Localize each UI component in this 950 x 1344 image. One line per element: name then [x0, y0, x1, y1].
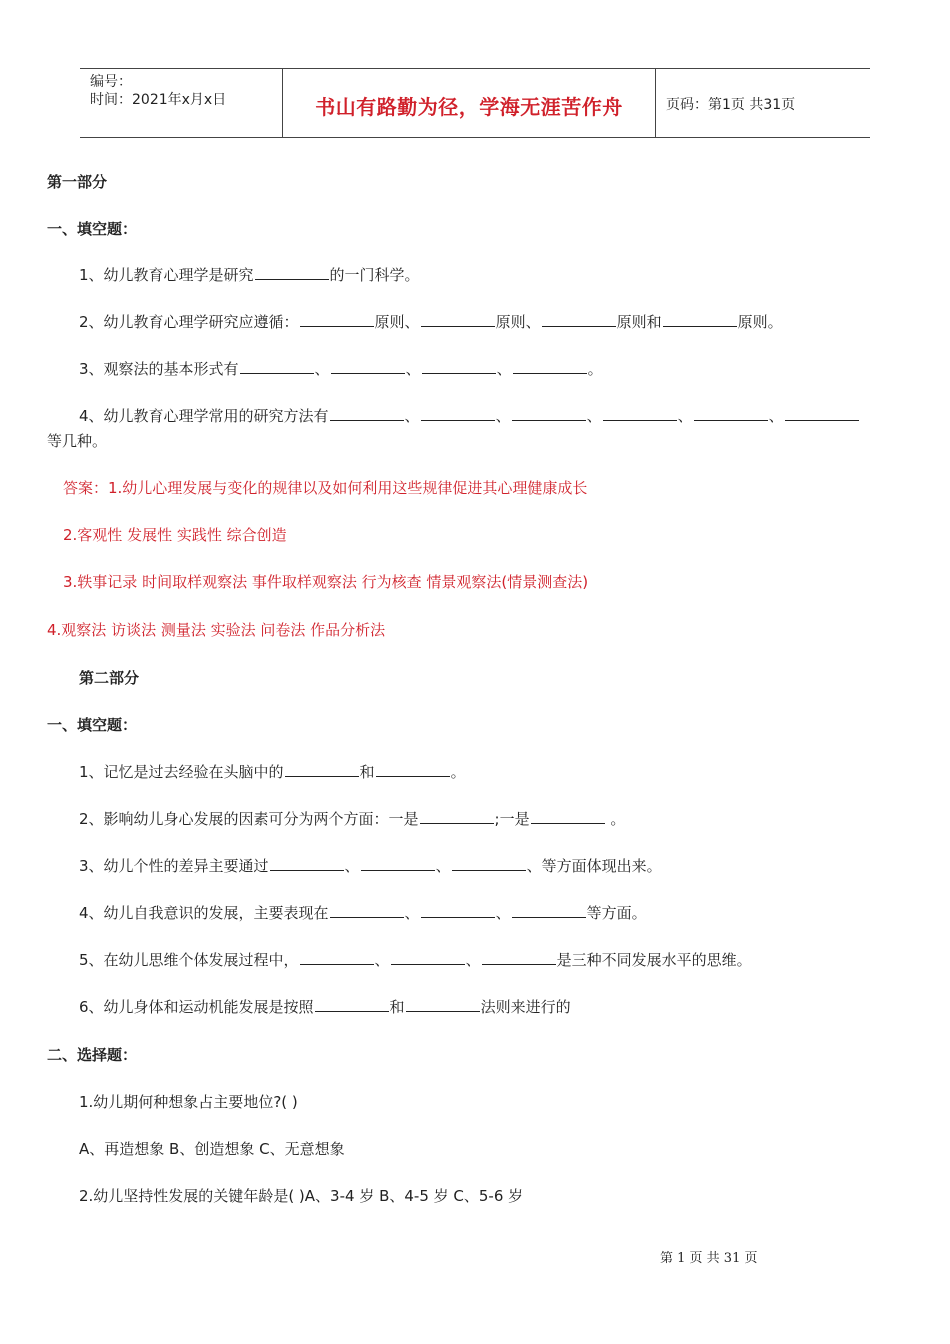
- answer-blank[interactable]: [603, 405, 677, 421]
- choice-question-1: 1.幼儿期何种想象占主要地位?( ): [79, 1093, 298, 1111]
- date-label: 时间：2021年x月x日: [90, 92, 227, 108]
- separator: 、: [405, 360, 421, 378]
- separator: 、: [314, 360, 330, 378]
- answer-blank[interactable]: [300, 949, 374, 965]
- answer-blank[interactable]: [300, 311, 374, 327]
- answer-blank[interactable]: [421, 902, 495, 918]
- separator: 、: [344, 857, 360, 875]
- question-text: 原则、: [374, 313, 420, 331]
- question-text: 6、幼儿身体和运动机能发展是按照: [79, 998, 314, 1016]
- separator: 、: [496, 360, 512, 378]
- page-footer: 第 1 页 共 31 页: [660, 1251, 758, 1266]
- part2-section2-title: 二、选择题：: [47, 1046, 138, 1064]
- answer-line-3: 3.轶事记录 时间取样观察法 事件取样观察法 行为核查 情景观察法(情景测查法): [63, 573, 589, 591]
- answer-line-2: 2.客观性 发展性 实践性 综合创造: [63, 526, 287, 544]
- separator: 、: [677, 407, 693, 425]
- answer-line-1: 答案：1.幼儿心理发展与变化的规律以及如何利用这些规律促进其心理健康成长: [63, 479, 588, 497]
- question-text: 和: [389, 998, 405, 1016]
- part1-section-title: 一、填空题：: [47, 220, 138, 238]
- header-meta-cell: [80, 69, 283, 137]
- question-text: 原则和: [616, 313, 662, 331]
- header-motto-cell: [283, 69, 656, 137]
- answer-blank[interactable]: [422, 358, 496, 374]
- answer-blank[interactable]: [240, 358, 314, 374]
- page-label: 页码：第1页 共31页: [666, 97, 796, 113]
- separator: 、: [495, 407, 511, 425]
- answer-blank[interactable]: [330, 902, 404, 918]
- answer-blank[interactable]: [420, 808, 494, 824]
- question-text: 的一门科学。: [329, 266, 420, 284]
- answer-blank[interactable]: [255, 264, 329, 280]
- part2-question-6: [79, 996, 571, 1018]
- part1-question-1: [79, 264, 420, 286]
- part2-question-4: [79, 902, 647, 924]
- separator: 、: [465, 951, 481, 969]
- question-text: 。: [450, 763, 466, 781]
- part1-title: 第一部分: [47, 173, 108, 191]
- part2-title: 第二部分: [79, 669, 140, 687]
- answer-blank[interactable]: [452, 855, 526, 871]
- answer-blank[interactable]: [542, 311, 616, 327]
- question-text: 等方面。: [586, 904, 647, 922]
- question-text: 4、幼儿自我意识的发展，主要表现在: [79, 904, 329, 922]
- question-text: 5、在幼儿思维个体发展过程中，: [79, 951, 299, 969]
- motto: 书山有路勤为径，学海无涯苦作舟: [315, 95, 623, 119]
- separator: 、: [404, 904, 420, 922]
- question-text: 2、影响幼儿身心发展的因素可分为两个方面：一是: [79, 810, 419, 828]
- separator: 、: [374, 951, 390, 969]
- question-text: 法则来进行的: [480, 998, 571, 1016]
- question-text: 4、幼儿教育心理学常用的研究方法有: [79, 407, 329, 425]
- answer-blank[interactable]: [406, 996, 480, 1012]
- answer-blank[interactable]: [285, 761, 359, 777]
- answer-blank[interactable]: [315, 996, 389, 1012]
- question-text: 原则。: [737, 313, 783, 331]
- page-header: [80, 68, 870, 138]
- part2-question-1: [79, 761, 466, 783]
- answer-blank[interactable]: [694, 405, 768, 421]
- question-text: 原则、: [495, 313, 541, 331]
- answer-blank[interactable]: [270, 855, 344, 871]
- question-text: 2、幼儿教育心理学研究应遵循：: [79, 313, 299, 331]
- choice-question-2: 2.幼儿坚持性发展的关键年龄是( )A、3-4 岁 B、4-5 岁 C、5-6 岁: [79, 1187, 524, 1205]
- question-text: 3、观察法的基本形式有: [79, 360, 239, 378]
- separator: 、: [495, 904, 511, 922]
- question-text: 。: [587, 360, 603, 378]
- separator: 、: [435, 857, 451, 875]
- answer-blank[interactable]: [512, 902, 586, 918]
- header-page-cell: [656, 69, 870, 137]
- answer-blank[interactable]: [331, 358, 405, 374]
- answer-blank[interactable]: [785, 405, 859, 421]
- answer-blank[interactable]: [663, 311, 737, 327]
- answer-blank[interactable]: [330, 405, 404, 421]
- question-text: 、等方面体现出来。: [526, 857, 662, 875]
- part2-question-3: [79, 855, 662, 877]
- answer-blank[interactable]: [421, 405, 495, 421]
- separator: 、: [404, 407, 420, 425]
- part1-question-4: [79, 405, 860, 427]
- serial-label: 编号：: [90, 74, 132, 90]
- answer-blank[interactable]: [531, 808, 605, 824]
- question-text: 。: [605, 810, 626, 828]
- part1-question-4-tail: 等几种。: [47, 432, 108, 450]
- separator: 、: [768, 407, 784, 425]
- answer-blank[interactable]: [512, 405, 586, 421]
- answer-line-4: 4.观察法 访谈法 测量法 实验法 问卷法 作品分析法: [47, 621, 386, 639]
- answer-blank[interactable]: [391, 949, 465, 965]
- question-text: 和: [359, 763, 375, 781]
- part2-question-2: [79, 808, 625, 830]
- answer-blank[interactable]: [421, 311, 495, 327]
- answer-blank[interactable]: [513, 358, 587, 374]
- question-text: 1、记忆是过去经验在头脑中的: [79, 763, 284, 781]
- part2-section1-title: 一、填空题：: [47, 716, 138, 734]
- part1-question-2: [79, 311, 783, 333]
- choice-question-1-options: A、再造想象 B、创造想象 C、无意想象: [79, 1140, 345, 1158]
- separator: 、: [586, 407, 602, 425]
- answer-blank[interactable]: [376, 761, 450, 777]
- answer-blank[interactable]: [482, 949, 556, 965]
- part2-question-5: [79, 949, 752, 971]
- answer-blank[interactable]: [361, 855, 435, 871]
- part1-question-3: [79, 358, 603, 380]
- question-text: 是三种不同发展水平的思维。: [556, 951, 752, 969]
- question-text: 1、幼儿教育心理学是研究: [79, 266, 254, 284]
- question-text: ;一是: [494, 810, 530, 828]
- question-text: 3、幼儿个性的差异主要通过: [79, 857, 269, 875]
